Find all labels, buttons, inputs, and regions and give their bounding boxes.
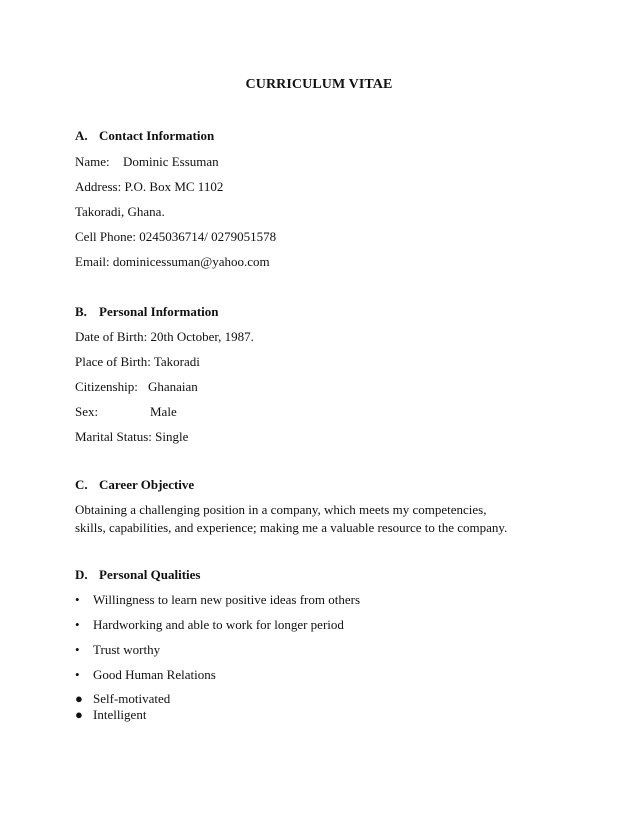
section-letter-c: C. <box>75 477 88 492</box>
quality-text: Good Human Relations <box>93 667 216 682</box>
list-item <box>75 667 216 683</box>
personal-heading <box>75 304 219 320</box>
quality-text: Hardworking and able to work for longer period <box>93 617 344 632</box>
filled-circle-bullet-icon: ● <box>75 707 83 722</box>
objective-heading-text: Career Objective <box>99 477 195 492</box>
contact-heading-text: Contact Information <box>99 128 215 143</box>
sex-value: Male <box>150 404 177 419</box>
name-label: Name: <box>75 154 110 169</box>
place-of-birth: Place of Birth: Takoradi <box>75 354 200 369</box>
quality-text: Trust worthy <box>93 642 161 657</box>
address-line-2: Takoradi, Ghana. <box>75 204 165 219</box>
bullet-icon: • <box>75 592 80 607</box>
section-letter-b: B. <box>75 304 87 319</box>
quality-text: Self-motivated <box>93 691 171 706</box>
list-item <box>75 691 170 707</box>
address-line-1: Address: P.O. Box MC 1102 <box>75 179 224 194</box>
section-letter-d: D. <box>75 567 88 582</box>
citizenship-value: Ghanaian <box>148 379 198 394</box>
sex-row <box>75 404 177 420</box>
marital-status: Marital Status: Single <box>75 429 189 444</box>
objective-text: Obtaining a challenging position in a company, which meets my competencies, skills, capabilities, and experience; making me a valuable resource to the company. <box>75 502 508 535</box>
objective-heading <box>75 477 194 493</box>
date-of-birth: Date of Birth: 20th October, 1987. <box>75 329 254 344</box>
document-title: CURRICULUM VITAE <box>245 77 393 92</box>
personal-heading-text: Personal Information <box>99 304 219 319</box>
list-item <box>75 707 146 723</box>
section-letter-a: A. <box>75 128 88 143</box>
bullet-icon: • <box>75 617 80 632</box>
quality-text: Intelligent <box>93 707 147 722</box>
bullet-icon: • <box>75 667 80 682</box>
qualities-heading-text: Personal Qualities <box>99 567 201 582</box>
bullet-icon: • <box>75 642 80 657</box>
quality-text: Willingness to learn new positive ideas from others <box>93 592 361 607</box>
list-item <box>75 642 160 658</box>
filled-circle-bullet-icon: ● <box>75 691 83 706</box>
name-value: Dominic Essuman <box>123 154 219 169</box>
qualities-heading <box>75 567 200 583</box>
list-item <box>75 617 344 633</box>
list-item <box>75 592 360 608</box>
citizenship-row <box>75 379 198 395</box>
contact-heading <box>75 128 214 144</box>
cell-phone: Cell Phone: 0245036714/ 0279051578 <box>75 229 277 244</box>
sex-label: Sex: <box>75 404 99 419</box>
name-row <box>75 154 219 170</box>
email: Email: dominicessuman@yahoo.com <box>75 254 270 269</box>
citizenship-label: Citizenship: <box>75 379 138 394</box>
